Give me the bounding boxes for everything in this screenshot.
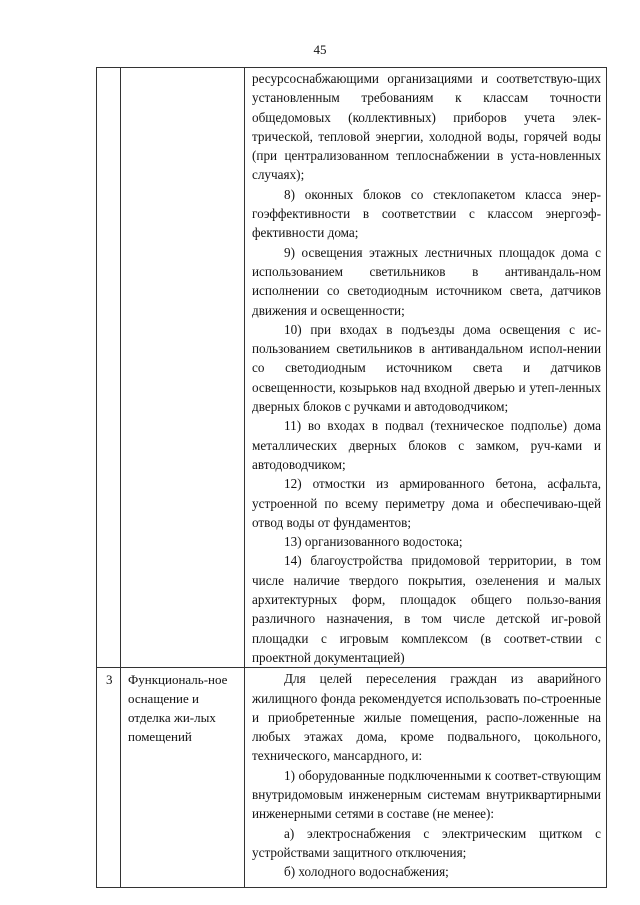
- page-number: 45: [313, 42, 327, 57]
- paragraph: 11) во входах в подвал (техническое подполье) дома металлических дверных блоков с замком, руч-ками и автодоводчиком;: [252, 418, 601, 472]
- paragraph: 12) отмостки из армированного бетона, асфальта, устроенной по всему периметру дома и обеспечиваю-щей отвод воды от фундаментов;: [252, 476, 601, 530]
- row-heading: [121, 68, 245, 668]
- paragraph: 9) освещения этажных лестничных площадок дома с использованием светильников в антивандаль-ном исполнении со светодиодным источником света, датчиков движения и освещенности;: [252, 244, 601, 318]
- row-content: [245, 668, 607, 888]
- requirements-table: [96, 67, 607, 888]
- paragraph: 1) оборудованные подключенными к соответ-ствующим внутридомовым инженерным системам внутриквартирными инженерными сетями в составе (не менее):: [252, 767, 601, 822]
- paragraph: а) электроснабжения с электрическим щитком с устройствами защитного отключения;: [252, 825, 601, 860]
- table-row: [97, 668, 607, 888]
- row-content: [245, 68, 607, 668]
- paragraph: 8) оконных блоков со стеклопакетом класса энер-гоэффективности в соответствии с классом энергоэф-фективности дома;: [252, 186, 601, 241]
- paragraph: 14) благоустройства придомовой территории, в том числе наличие твердого покрытия, озеленения и малых архитектурных форм, площадок общего пользо-вания различного назначения, в том числе детской иг-ровой площадки с игровым комплексом (в соответ-ствии с проектной документацией): [252, 553, 601, 665]
- row-number: [97, 68, 121, 668]
- paragraph: 10) при входах в подъезды дома освещения с ис-пользованием светильников в антивандальном испол-нении со светодиодным источником света и датчиков освещенности, козырьков над входной дверью и утеп-ленных дверных блоков с ручками и автодоводчиком;: [252, 321, 601, 415]
- paragraph: б) холодного водоснабжения;: [284, 864, 449, 880]
- paragraph: 13) организованного водостока;: [284, 534, 463, 550]
- table-row: [97, 68, 607, 668]
- row-number: 3: [97, 668, 121, 888]
- row-heading: Функциональ-ное оснащение и отделка жи-лых помещений: [121, 668, 245, 888]
- paragraph: Для целей переселения граждан из аварийного жилищного фонда рекомендуется использовать по-строенные и приобретенные жилые помещения, распо-ложенные на любых этажах дома, кроме подвального, цокольного, технического, мансардного, и:: [252, 671, 601, 764]
- paragraph: ресурсоснабжающими организациями и соответствую-щих установленным требованиям к классам точности общедомовых (коллективных) приборов учета элек-трической, тепловой энергии, холодной воды, горячей воды (при централизованном теплоснабжении в уста-новленных случаях);: [252, 71, 601, 183]
